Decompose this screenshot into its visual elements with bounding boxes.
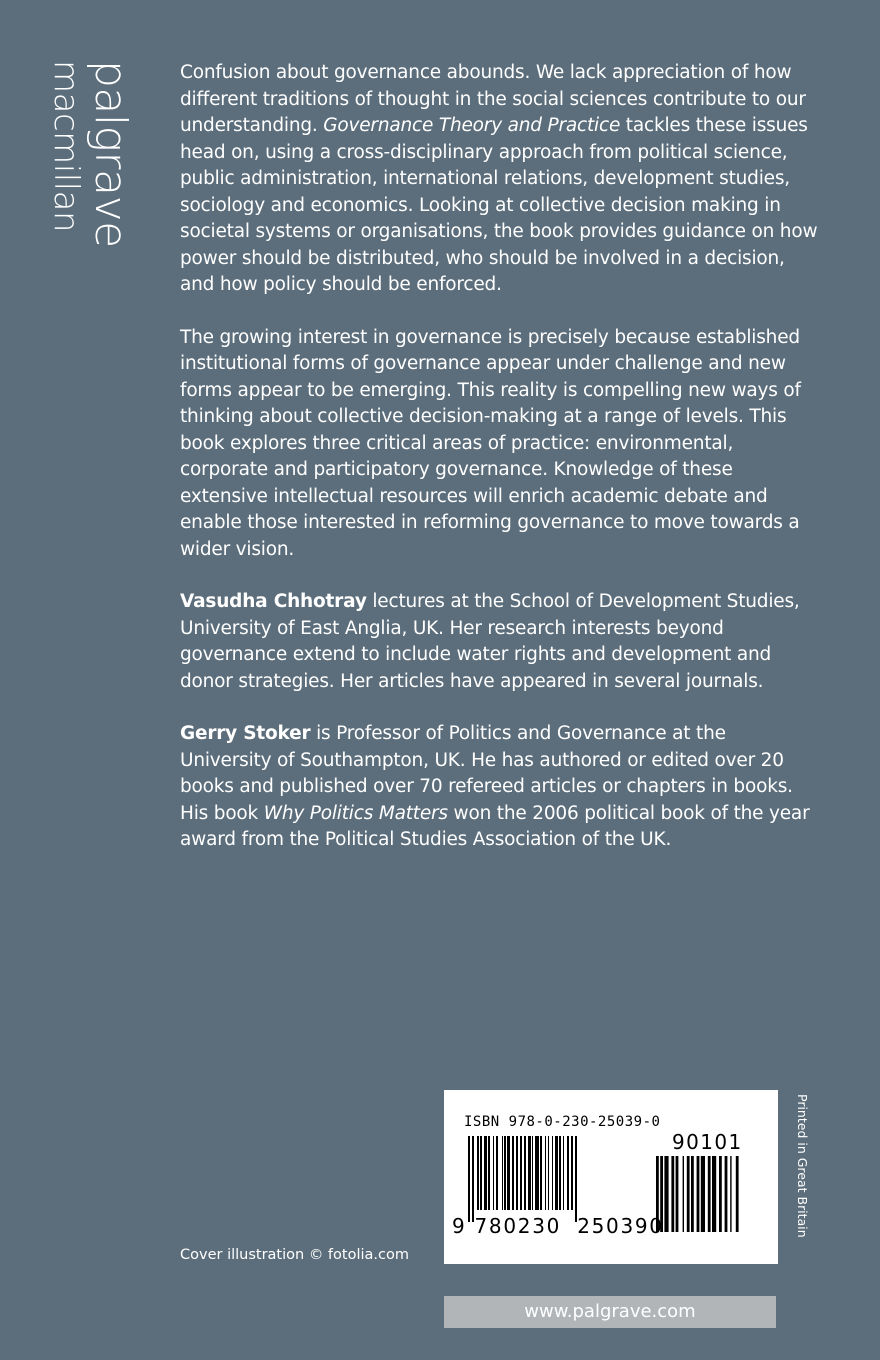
book-title: Governance Theory and Practice: [323, 115, 621, 136]
author-bio-stoker: Gerry Stoker is Professor of Politics and Governance at the University of Southampton, UK. He has authored or edited over 20 books and published over 70 refereed articles or chapters in books. His book Why Politics Matters won the 2006 political book of the year award from the Political Studies Association of the UK.: [180, 723, 810, 850]
barcode-bar: [480, 1136, 482, 1210]
logo-palgrave-text: palgrave: [85, 60, 136, 248]
barcode-bar: [571, 1136, 573, 1210]
barcode-bar: [664, 1156, 668, 1232]
barcode-bar: [730, 1156, 731, 1232]
printed-in-note: Printed in Great Britain: [795, 1094, 810, 1238]
barcode-bar: [512, 1136, 514, 1210]
publisher-website[interactable]: www.palgrave.com: [444, 1296, 776, 1328]
barcode-bar: [528, 1136, 531, 1210]
blurb-paragraph-1: Confusion about governance abounds. We lack appreciation of how different traditions of thought in the social sciences contribute to our understanding. Governance Theory and Practice tackles these issues head on, using a cross-disciplinary approach from political science, public administration, international relations, development studies, sociology and economics. Looking at collective decision making in societal systems or organisations, the book provides guidance on how power should be distributed, who should be involved in a decision, and how policy should be enforced.: [180, 62, 818, 295]
blurb-paragraph-2: The growing interest in governance is precisely because established institutional forms of governance appear under challenge and new forms appear to be emerging. This reality is compelling new ways of thinking about collective decision-making at a range of levels. This book explores three critical areas of practice: environmental, corporate and participatory governance. Knowledge of these extensive intellectual resources will enrich academic debate and enable those interested in reforming governance to move towards a wider vision.: [180, 326, 801, 560]
isbn-barcode: [444, 1090, 778, 1264]
barcode-bar: [504, 1136, 506, 1210]
barcode-bar: [701, 1156, 705, 1232]
author-name: Gerry Stoker: [180, 723, 311, 744]
barcode-bar: [484, 1136, 487, 1210]
barcode-bar: [472, 1136, 474, 1222]
barcode-bar: [532, 1136, 533, 1210]
barcode-bar: [468, 1136, 470, 1222]
barcode-bar: [502, 1136, 503, 1210]
barcode-bar: [712, 1156, 716, 1232]
barcode-bar: [567, 1136, 569, 1210]
author-name: Vasudha Chhotray: [180, 591, 367, 612]
barcode-bar: [545, 1136, 546, 1210]
back-cover-text: [180, 60, 820, 880]
barcode-bar: [507, 1136, 510, 1210]
addon-bars: [656, 1156, 766, 1236]
cover-illustration-credit: Cover illustration © fotolia.com: [180, 1247, 409, 1263]
barcode-bar: [725, 1156, 728, 1232]
barcode-addon-digits: 90101: [672, 1130, 743, 1154]
barcode-bar: [559, 1136, 561, 1210]
barcode-bar: [535, 1136, 539, 1210]
barcode-bar: [683, 1156, 684, 1232]
barcode-bar: [516, 1136, 518, 1210]
logo-macmillan-text: macmillan: [46, 60, 86, 232]
barcode-bar: [736, 1156, 739, 1232]
barcode-bar: [493, 1136, 494, 1210]
author-bio-chhotray: Vasudha Chhotray lectures at the School of Development Studies, University of East Anglia, UK. Her research interests beyond governance extend to include water rights and development and donor strategies. Her articles have appeared in several journals.: [180, 591, 800, 692]
isbn-number: ISBN 978-0-230-25039-0: [464, 1114, 661, 1130]
barcode-bar: [555, 1136, 558, 1210]
barcode-bar: [520, 1136, 522, 1210]
publisher-logo: [34, 60, 144, 270]
barcode-bar: [719, 1156, 722, 1232]
barcode-bar: [524, 1136, 526, 1210]
barcode-bar: [488, 1136, 490, 1210]
barcode-bar: [496, 1136, 498, 1210]
barcode-bar: [697, 1156, 700, 1232]
barcode-bar: [548, 1136, 549, 1210]
barcode-bar: [671, 1156, 674, 1232]
barcode-digits: 9 780230 250390: [452, 1214, 664, 1238]
barcode-bar: [540, 1136, 542, 1210]
barcode-bar: [477, 1136, 479, 1210]
book-reference: Why Politics Matters: [263, 802, 448, 824]
barcode-bar: [708, 1156, 711, 1232]
barcode-bar: [687, 1156, 690, 1232]
barcode-bar: [691, 1156, 694, 1232]
barcode-bar: [676, 1156, 679, 1232]
barcode-bar: [575, 1136, 577, 1222]
barcode-bar: [552, 1136, 553, 1210]
barcode-bar: [563, 1136, 564, 1210]
